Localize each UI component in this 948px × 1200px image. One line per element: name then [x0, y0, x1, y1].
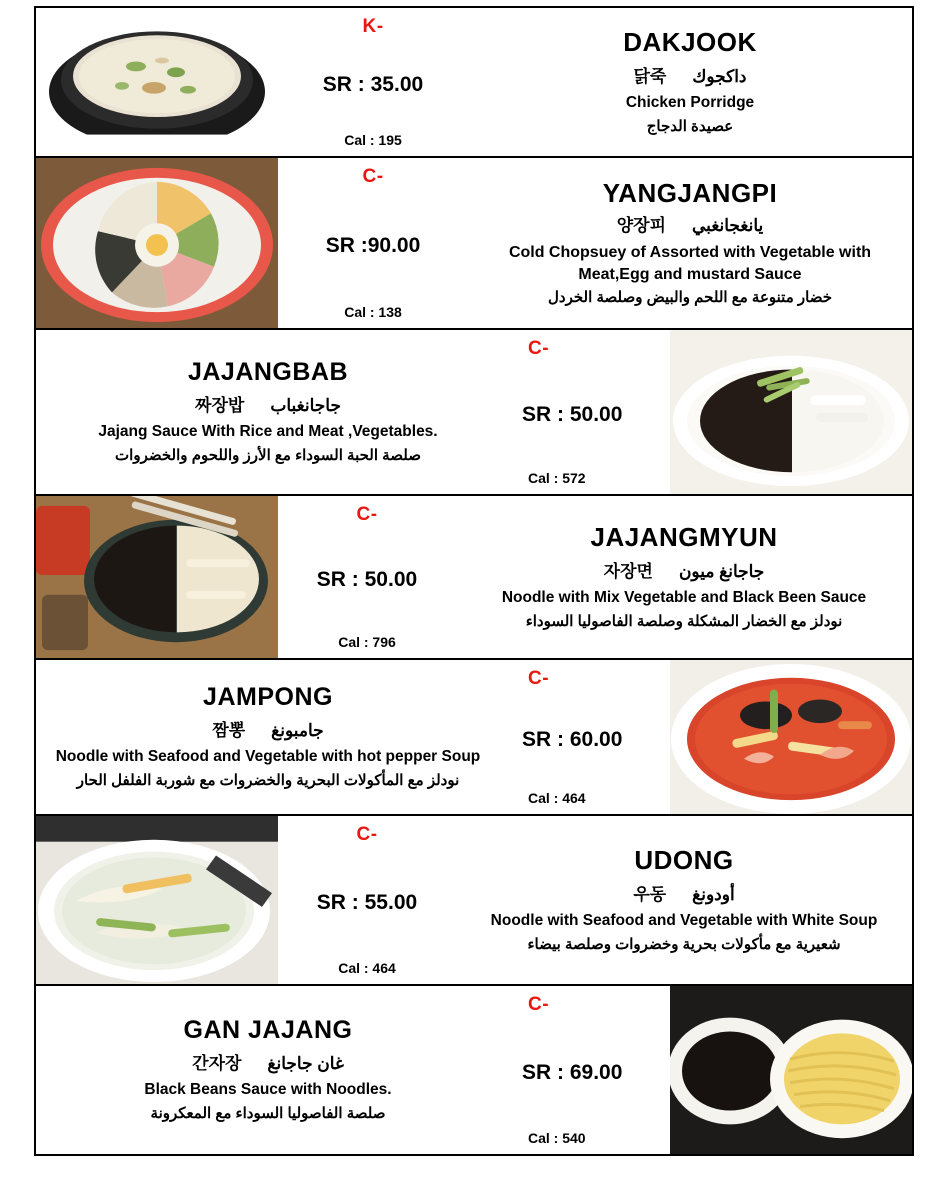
item-price: SR : 35.00: [322, 73, 424, 96]
item-name: YANGJANGPI: [602, 177, 778, 208]
jajangbab-photo: [670, 330, 912, 494]
item-description-ar: خضار متنوعة مع اللحم والبيض وصلصة الخردل: [548, 289, 832, 307]
item-calories: Cal : 138: [344, 304, 402, 320]
udong-photo: [36, 816, 278, 984]
item-text-column: [36, 660, 500, 814]
item-calories: Cal : 572: [528, 470, 586, 486]
item-description-ar: صلصة الحبة السوداء مع الأرز واللحوم والخضروات: [115, 446, 421, 464]
item-description-ar: نودلز مع المأكولات البحرية والخضروات مع شوربة الفلفل الحار: [76, 771, 460, 789]
item-text-column: [468, 158, 912, 328]
item-code: C-: [528, 338, 550, 359]
item-korean-name: 우동: [633, 885, 667, 905]
item-text-column: [468, 8, 912, 156]
price-column: [278, 8, 468, 156]
item-calories: Cal : 540: [528, 1130, 586, 1146]
item-arabic-name: داكجوك: [692, 67, 747, 87]
item-native-names: [195, 391, 341, 416]
item-code: C-: [356, 504, 378, 525]
item-description-en: Noodle with Mix Vegetable and Black Been Sauce: [501, 589, 867, 607]
item-calories: Cal : 464: [338, 960, 396, 976]
item-price: SR : 69.00: [522, 1061, 623, 1084]
item-description-en: Noodle with Seafood and Vegetable with hot pepper Soup: [55, 748, 481, 766]
item-text-column: [36, 986, 500, 1154]
item-arabic-name: أودونغ: [692, 885, 735, 905]
item-calories: Cal : 195: [344, 132, 402, 148]
item-price: SR : 55.00: [316, 891, 418, 914]
item-korean-name: 간자장: [192, 1054, 242, 1074]
item-name: UDONG: [634, 845, 734, 876]
item-arabic-name: غان جاجانغ: [267, 1054, 344, 1074]
item-arabic-name: جامبونغ: [271, 721, 324, 741]
item-description-en: Cold Chopsuey of Assorted with Vegetable with Meat,Egg and mustard Sauce: [508, 243, 872, 283]
menu-item-row: [34, 660, 914, 816]
item-arabic-name: يانغجانغبي: [692, 215, 764, 235]
item-native-names: [617, 211, 764, 236]
item-korean-name: 자장면: [603, 562, 653, 582]
yangjangpi-photo: [36, 158, 278, 328]
item-price: SR :90.00: [325, 234, 421, 257]
jajangmyun-photo: [36, 496, 278, 658]
item-code: C-: [356, 824, 378, 845]
gan-jajang-photo: [670, 986, 912, 1154]
menu-item-row: [34, 6, 914, 158]
item-text-column: [36, 330, 500, 494]
price-column: [278, 496, 456, 658]
price-column: [500, 660, 670, 814]
item-code: C-: [362, 166, 384, 187]
price-column: [278, 158, 468, 328]
item-korean-name: 닭죽: [633, 67, 667, 87]
price-column: [278, 816, 456, 984]
item-name: JAMPONG: [203, 683, 333, 712]
chicken-porridge-photo: [36, 8, 278, 156]
item-native-names: [604, 557, 765, 582]
item-calories: Cal : 464: [528, 790, 586, 806]
item-code: K-: [362, 16, 384, 37]
item-native-names: [192, 1049, 344, 1074]
item-text-column: [456, 496, 912, 658]
item-code: C-: [528, 994, 550, 1015]
menu-item-row: [34, 496, 914, 660]
item-korean-name: 짬뽕: [212, 721, 246, 741]
item-price: SR : 60.00: [522, 728, 623, 751]
item-arabic-name: جاجانغباب: [270, 396, 341, 416]
menu-item-row: [34, 816, 914, 986]
item-native-names: [212, 716, 323, 741]
price-column: [500, 330, 670, 494]
price-column: [500, 986, 670, 1154]
item-description-ar: نودلز مع الخضار المشكلة وصلصة الفاصوليا السوداء: [525, 612, 843, 630]
item-korean-name: 짜장밥: [195, 396, 245, 416]
item-arabic-name: جاجانغ ميون: [678, 562, 765, 582]
item-description-ar: عصيدة الدجاج: [646, 117, 734, 135]
item-calories: Cal : 796: [338, 634, 396, 650]
item-description-en: Black Beans Sauce with Noodles.: [144, 1081, 392, 1099]
item-description-en: Jajang Sauce With Rice and Meat ,Vegetables.: [98, 423, 438, 441]
item-name: JAJANGMYUN: [590, 522, 778, 553]
item-description-en: Noodle with Seafood and Vegetable with White Soup: [490, 912, 878, 930]
item-korean-name: 양장피: [616, 215, 667, 235]
item-native-names: [633, 62, 746, 87]
item-native-names: [633, 880, 734, 905]
item-name: GAN JAJANG: [183, 1016, 353, 1045]
jampong-photo: [670, 660, 912, 814]
menu-item-row: [34, 986, 914, 1156]
item-description-ar: شعيرية مع مأكولات بحرية وخضروات وصلصة بيضاء: [527, 935, 841, 953]
menu-item-row: [34, 330, 914, 496]
item-text-column: [456, 816, 912, 984]
item-description-ar: صلصة الفاصوليا السوداء مع المعكرونة: [150, 1104, 386, 1122]
item-name: JAJANGBAB: [187, 358, 349, 387]
item-code: C-: [528, 668, 550, 689]
item-price: SR : 50.00: [522, 403, 623, 426]
item-price: SR : 50.00: [316, 568, 418, 591]
item-name: DAKJOOK: [623, 27, 757, 58]
menu-item-row: [34, 158, 914, 330]
item-description-en: Chicken Porridge: [625, 94, 755, 112]
